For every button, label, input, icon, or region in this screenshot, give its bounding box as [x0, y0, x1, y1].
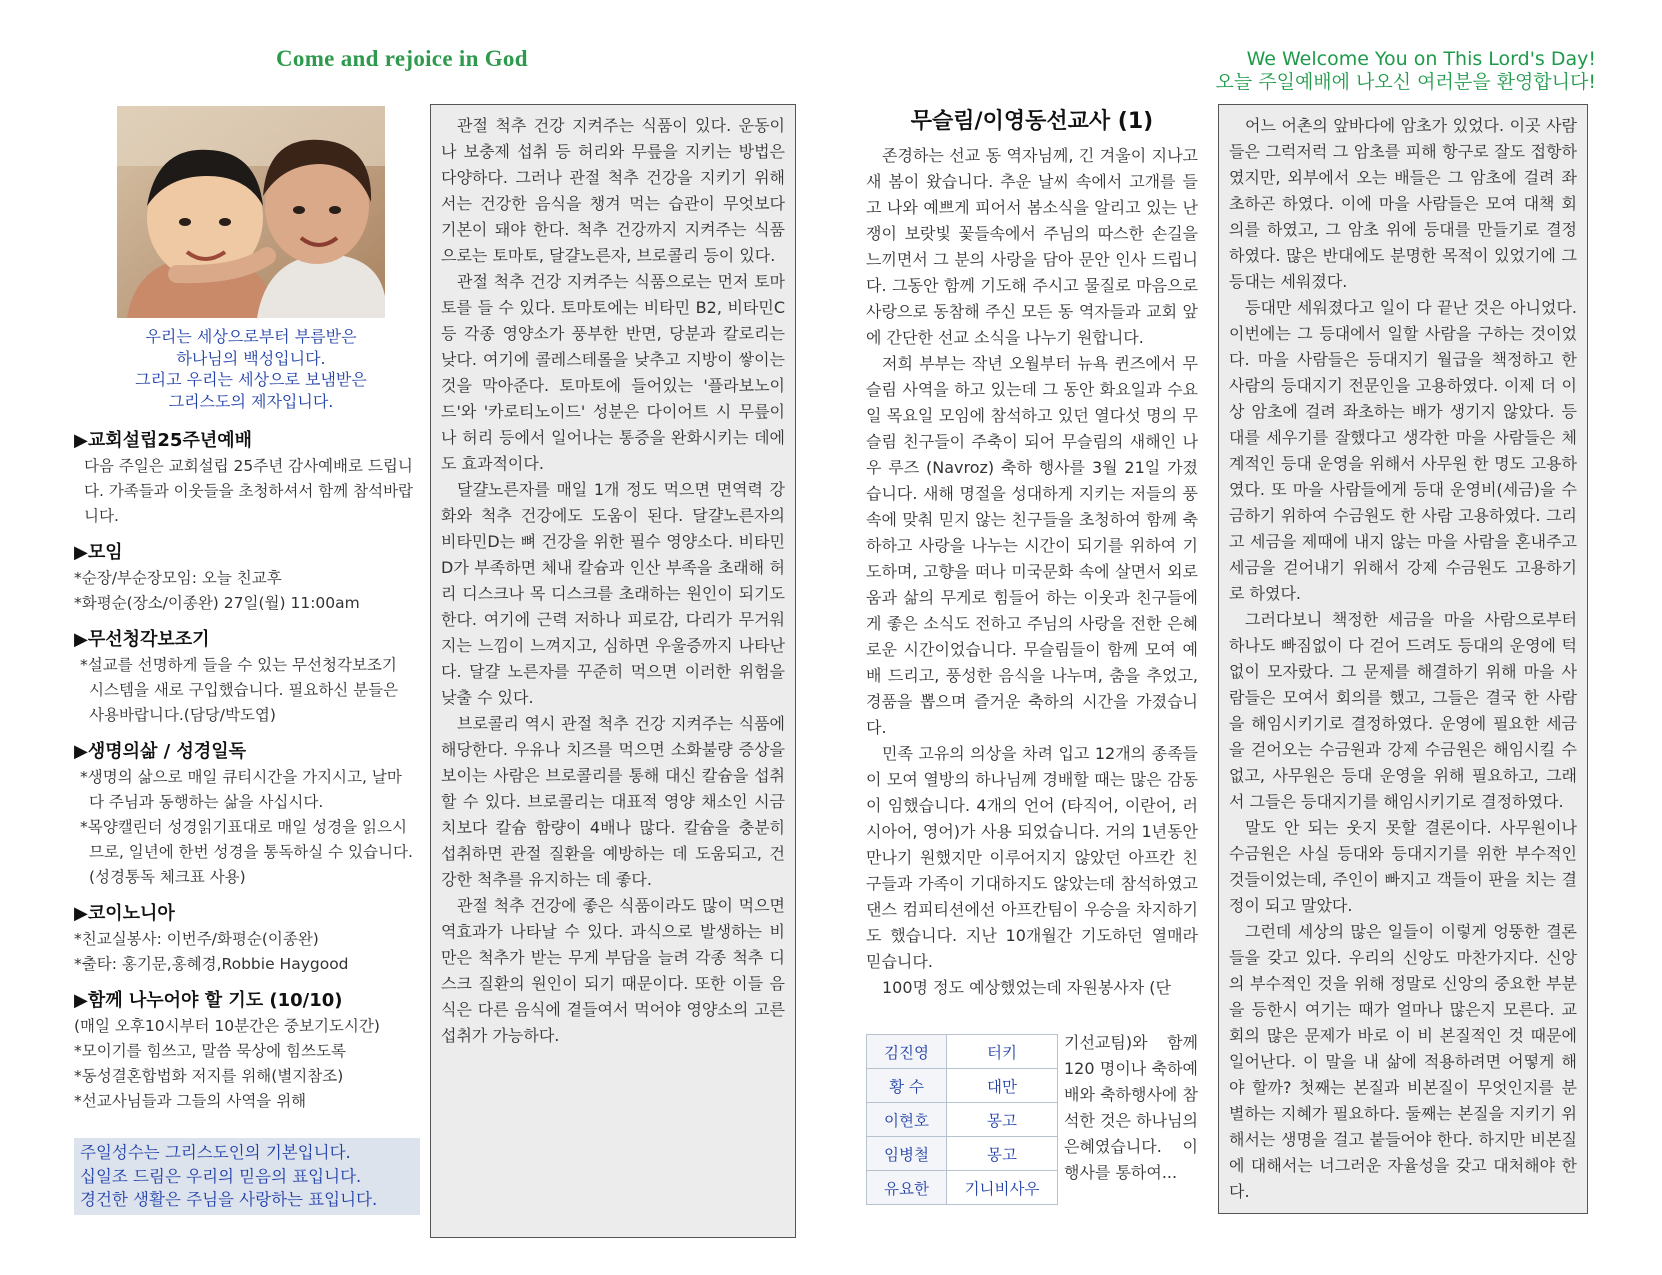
mission-article [866, 104, 1198, 1001]
health-paragraph: 관절 척추 건강 지켜주는 식품이 있다. 운동이나 보충제 섭취 등 허리와 무릎을 지키는 방법은 다양하다. 그러나 관절 척추 건강을 지키기 위해서는 건강한 음식을 챙겨 먹는 습관이 무엇보다 기본이 돼야 한다. 척추 건강까지 지켜주는 식품으로는 토마토, 달걀노른자, 브로콜리 등이 있다. [441, 116, 785, 265]
missionary-country: 몽고 [947, 1103, 1058, 1137]
welcome-english: We Welcome You on This Lord's Day! [1246, 48, 1596, 70]
lighthouse-paragraph: 그러다보니 책정한 세금을 마을 사람으로부터 하나도 빠짐없이 다 걷어 드려도 등대의 운영에 턱없이 모자랐다. 그 문제를 해결하기 위해 마을 사람들은 모여서 회의를 했고, 그들은 결국 한 사람을 해임시키기로 결정하였다. 운영에 필요한 세금을 걷어오는 수금원과 강제 수금원은 해임시킬 수 없고, 사무원은 등대 운영을 위해 필요하고, 그래서 그들은 등대지기를 해임시키기로 결정하였다. [1229, 610, 1577, 811]
mission-paragraph: 100명 정도 예상했었는데 자원봉사자 (단 [882, 978, 1171, 997]
missionary-name: 황 수 [867, 1069, 947, 1103]
table-row [867, 1137, 1058, 1171]
missionary-name: 이현호 [867, 1103, 947, 1137]
missionary-name: 유요한 [867, 1171, 947, 1205]
announcement-item: *화평순(장소/이종완) 27일(월) 11:00am [74, 594, 360, 612]
missionary-country: 대만 [947, 1069, 1058, 1103]
announcement-item: *설교를 선명하게 들을 수 있는 무선청각보조기 시스템을 새로 구입했습니다. 필요하신 분들은 사용바랍니다.(담당/박도엽) [80, 656, 399, 724]
announcement-item: *목양캘린더 성경읽기표대로 매일 성경을 읽으시므로, 일년에 한번 성경을 통독하실 수 있습니다. (성경통독 체크표 사용) [80, 818, 413, 886]
mission-paragraph: 저희 부부는 작년 오월부터 뉴욕 퀸즈에서 무슬림 사역을 하고 있는데 그 동안 화요일과 수요일 목요일 모임에 참석하고 있던 열다섯 명의 무슬림 친구들이 주축이 되어 무슬림의 새해인 나우 루즈 (Navroz) 축하 행사를 3월 21일 가졌습니다. 새해 명절을 성대하게 지키는 저들의 풍속에 맞춰 믿지 않는 친구들을 초청하여 함께 축하하고 사랑을 나누는 시간이 되기를 위하여 기도하며, 고향을 떠나 미국문화 속에 살면서 외로움과 삶의 무게로 힘들어 하는 이웃과 친구들에게 좋은 소식도 전하고 주님의 사랑을 전한 은혜로운 시간이었습니다. 무슬림들이 함께 모여 예배 드리고, 풍성한 음식을 나누며, 춤을 추었고, 경품을 뽑으며 즐거운 축하의 시간을 가졌습니다. [866, 354, 1198, 737]
motto-line: 십일조 드림은 우리의 믿음의 표입니다. [80, 1166, 362, 1186]
announcement-item: (매일 오후10시부터 10분간은 중보기도시간) [74, 1017, 380, 1035]
announcement-title: ▶모임 [74, 542, 123, 563]
missionary-name: 김진영 [867, 1035, 947, 1069]
photo-caption [100, 326, 402, 412]
table-row [867, 1103, 1058, 1137]
health-paragraph: 관절 척추 건강에 좋은 식품이라도 많이 먹으면 역효과가 나타날 수 있다. 과식으로 발생하는 비만은 척추가 받는 무게 부담을 늘려 각종 척추 디스크 질환의 원인이 되기 때문이다. 또한 이들 음식은 다른 음식에 곁들여서 먹어야 영양소의 고른 섭취가 가능하다. [441, 896, 785, 1045]
announcement-item: *동성결혼합법화 저지를 위해(별지참조) [74, 1067, 344, 1085]
table-row [867, 1035, 1058, 1069]
table-row [867, 1069, 1058, 1103]
mission-paragraph: 존경하는 선교 동 역자님께, 긴 겨울이 지나고 새 봄이 왔습니다. 추운 날씨 속에서 고개를 들고 나와 예쁘게 피어서 봄소식을 알리고 있는 난쟁이 보랏빛 꽃들속에서 주님의 따스한 손길을 느끼면서 그 분의 사랑을 담아 문안 인사 드립니다. 그동안 함께 기도해 주시고 물질로 마음으로 사랑으로 동참해 주신 모든 동 역자들과 교회 앞에 간단한 선교 소식을 나누기 원합니다. [866, 146, 1198, 347]
caption-line: 그리스도의 제자입니다. [168, 391, 334, 411]
mission-paragraph: 민족 고유의 의상을 차려 입고 12개의 종족들이 모여 열방의 하나님께 경배할 때는 많은 감동이 임했습니다. 4개의 언어 (타직어, 이란어, 러시아어, 영어)가 사용 되었습니다. 거의 1년동안 만나기 원했지만 이루어지지 않았던 아프칸 친구들과 가족이 기대하지도 않았는데 참석하였고 댄스 컴피티션에선 아프칸팀이 우승을 차지하기도 했습니다. 지난 10개월간 기도하던 열매라 믿습니다. [866, 744, 1198, 971]
announcement-title: ▶생명의삶 / 성경일독 [74, 741, 247, 762]
motto-line: 주일성수는 그리스도인의 기본입니다. [80, 1143, 351, 1162]
caption-line: 하나님의 백성입니다. [176, 348, 326, 368]
announcement-text: 다음 주일은 교회설립 25주년 감사예배로 드립니다. 가족들과 이웃들을 초청하셔서 함께 참석바랍니다. [84, 457, 414, 525]
announcement-item: *순장/부순장모임: 오늘 친교후 [74, 569, 282, 587]
announcement-item: *선교사님들과 그들의 사역을 위해 [74, 1092, 307, 1110]
missionary-country: 터키 [947, 1035, 1058, 1069]
announcement-title: ▶무선청각보조기 [74, 629, 210, 650]
motto-box [74, 1138, 420, 1215]
welcome-korean: 오늘 주일예배에 나오신 여러분을 환영합니다! [1215, 71, 1596, 93]
table-row [867, 1171, 1058, 1205]
health-paragraph: 브로콜리 역시 관절 척추 건강 지켜주는 식품에 해당한다. 우유나 치즈를 먹으면 소화불량 증상을 보이는 사람은 브로콜리를 통해 대신 칼슘을 섭취할 수 있다. 브로콜리는 대표적 영양 채소인 시금치보다 칼슘 함량이 4배나 많다. 칼슘을 충분히 섭취하면 관절 질환을 예방하는 데 도움되고, 건강한 척추를 유지하는 데 좋다. [441, 714, 785, 889]
health-article-box [430, 104, 796, 1238]
health-paragraph: 관절 척추 건강 지켜주는 식품으로는 먼저 토마토를 들 수 있다. 토마토에는 비타민 B2, 비타민C 등 각종 영양소가 풍부한 반면, 당분과 칼로리는 낮다. 여기에 콜레스테롤을 낮추고 지방이 쌓이는 것을 막아준다. 토마토에 들어있는 '플라보노이드'와 '카로티노이드' 성분은 다이어트 시 무릎이나 허리 등에서 일어나는 통증을 완화시키는 데에도 효과적이다. [441, 272, 785, 473]
announcements-column [74, 426, 414, 1114]
announcement-title: ▶코이노니아 [74, 903, 175, 924]
mission-side-text: 기선교팀)와 함께 120 명이나 축하예배와 축하행사에 참석한 것은 하나님의 은혜였습니다. 이 행사를 통하여... [1064, 1033, 1198, 1182]
announcement-item: *친교실봉사: 이번주/화평순(이종완) [74, 930, 319, 948]
header-left-title: Come and rejoice in God [276, 46, 528, 71]
children-photo-illustration [117, 106, 385, 318]
announcement-item: *생명의 삶으로 매일 큐티시간을 가지시고, 날마다 주님과 동행하는 삶을 사십시다. [80, 768, 402, 811]
lighthouse-article-box [1218, 104, 1588, 1214]
motto-line: 경건한 생활은 주님을 사랑하는 표입니다. [80, 1190, 378, 1209]
lighthouse-paragraph: 말도 안 되는 웃지 못할 결론이다. 사무원이나 수금원은 사실 등대와 등대지기를 위한 부수적인 것들이었는데, 주인이 빠지고 객들이 판을 치는 결정이 되고 말았다. [1229, 818, 1577, 915]
missionary-table [866, 1034, 1058, 1205]
announcement-title: ▶교회설립25주년예배 [74, 430, 252, 451]
announcement-item: *출타: 홍기문,홍혜경,Robbie Haygood [74, 955, 349, 973]
health-paragraph: 달걀노른자를 매일 1개 정도 먹으면 면역력 강화와 척추 건강에도 도움이 된다. 달걀노른자의 비타민D는 뼈 건강을 위한 필수 영양소다. 비타민D가 부족하면 체내 칼슘과 인산 부족을 초래해 허리 디스크나 목 디스크를 초래하는 원인이 되기도 한다. 여기에 근력 저하나 피로감, 다리가 무거워지는 느낌이 느껴지고, 심하면 우울증까지 나타난다. 달걀 노른자를 꾸준히 먹으면 이러한 위험을 낮출 수 있다. [441, 480, 785, 707]
caption-line: 그리고 우리는 세상으로 보냄받은 [135, 370, 367, 389]
missionary-name: 임병철 [867, 1137, 947, 1171]
lighthouse-paragraph: 그런데 세상의 많은 일들이 이렇게 엉뚱한 결론들을 갖고 있다. 우리의 신앙도 마찬가지다. 신앙의 부수적인 것을 위해 정말로 신앙의 중요한 부분을 등한시 여기는 때가 얼마나 많은지 모른다. 교회의 많은 문제가 바로 이 비 본질적인 것 때문에 일어난다. 이 말을 내 삶에 적용하려면 어떻게 해야 할까? 첫째는 본질과 비본질이 무엇인지를 분별하는 지혜가 필요하다. 둘째는 본질을 지키기 위해서는 생명을 걸고 붙들어야 한다. 하지만 비본질에 대해서는 너그러운 자율성을 갖고 대처해야 한다. [1229, 922, 1577, 1201]
announcement-item: *모이기를 힘쓰고, 말씀 묵상에 힘쓰도록 [74, 1042, 346, 1060]
lighthouse-paragraph: 등대만 세워졌다고 일이 다 끝난 것은 아니었다. 이번에는 그 등대에서 일할 사람을 구하는 것이었다. 마을 사람들은 등대지기 월급을 책정하고 한 사람의 등대지기 전문인을 고용하였다. 이제 더 이상 암초에 걸려 좌초하는 배가 생기지 않았다. 등대를 세우기를 잘했다고 생각한 마을 사람들은 체계적인 등대 운영을 위해서 사무원 한 명도 고용하였다. 또 마을 사람들에게 등대 운영비(세금)을 수금하기 위하여 수금원도 한 사람 고용하였다. 그리고 세금을 제때에 내지 않는 마을 사람을 혼내주고 세금을 걷어내기 위해서 강제 수금원도 고용하기로 하였다. [1229, 298, 1577, 603]
mission-article-title: 무슬림/이영동선교사 (1) [910, 109, 1154, 134]
header-right-welcome [1215, 48, 1596, 94]
missionary-country: 몽고 [947, 1137, 1058, 1171]
announcement-title: ▶함께 나누어야 할 기도 (10/10) [74, 990, 343, 1011]
children-photo [117, 106, 385, 318]
lighthouse-paragraph: 어느 어촌의 앞바다에 암초가 있었다. 이곳 사람들은 그럭저럭 그 암초를 피해 항구로 잘도 접항하였지만, 외부에서 오는 배들은 그 암초에 걸려 좌초하곤 하였다. 이에 마을 사람들은 모여 대책 회의를 하였고, 그 암초 위에 등대를 만들기로 결정하였다. 많은 반대에도 분명한 목적이 있었기에 그 등대는 세워졌다. [1229, 116, 1577, 291]
caption-line: 우리는 세상으로부터 부름받은 [145, 327, 357, 346]
missionary-country: 기니비사우 [947, 1171, 1058, 1205]
